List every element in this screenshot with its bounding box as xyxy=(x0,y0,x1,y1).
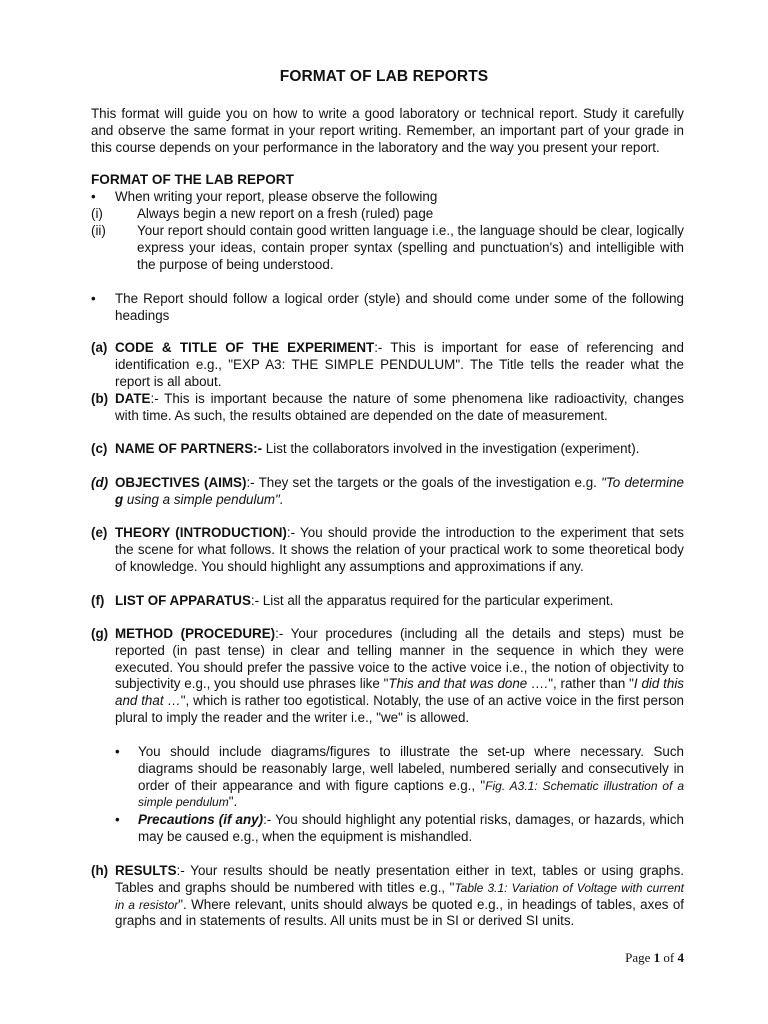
heading-item-a xyxy=(91,340,684,390)
page-total: 4 xyxy=(677,950,684,965)
item-text: ". Where relevant, units should always be quoted e.g., in headings of tables, axes of graphs and in statements of results. All units must be in SI or derived SI units. xyxy=(115,896,684,929)
bullet-text: The Report should follow a logical order (style) and should come under some of the following headings xyxy=(115,291,684,323)
item-marker: (b) xyxy=(91,391,109,406)
item-heading: METHOD (PROCEDURE) xyxy=(115,626,276,641)
item-quote: using a simple pendulum" xyxy=(126,491,280,507)
item-heading: LIST OF APPARATUS xyxy=(115,593,251,608)
roman-item xyxy=(91,223,684,273)
item-text: :- Your results should be neatly presentation either in text, tables or using graphs. Tables and graphs should be numbered with titles e.g., " xyxy=(115,863,684,895)
item-text: List the collaborators involved in the investigation (experiment). xyxy=(262,441,640,456)
item-quote: "To determine xyxy=(601,475,684,490)
page-current: 1 xyxy=(653,950,661,965)
item-text-end: ". xyxy=(228,794,238,810)
roman-marker: (i) xyxy=(91,206,103,221)
heading-item-b xyxy=(91,391,684,425)
heading-item-c xyxy=(91,441,684,458)
sub-bullet-item xyxy=(115,812,684,846)
item-text-end: . xyxy=(279,491,284,507)
intro-paragraph: This format will guide you on how to write a good laboratory or technical report. Study it carefully and observe the same format in your report writing. Remember, an important part of your grade in this course depends on your performance in the laboratory and the way you present your report. xyxy=(91,106,684,155)
item-heading: OBJECTIVES (AIMS) xyxy=(115,475,247,490)
bullet-icon: • xyxy=(115,744,120,759)
roman-text: Your report should contain good written language i.e., the language should be clear, logically express your ideas, contain proper syntax (spelling and punctuation's) and intelligible with the purpose of being understood. xyxy=(137,223,684,272)
item-heading: CODE & TITLE OF THE EXPERIMENT xyxy=(115,340,375,355)
item-marker: (g) xyxy=(91,626,109,641)
bullet-item xyxy=(91,189,684,206)
item-heading: Precautions (if any) xyxy=(138,812,264,827)
item-text: :- You should highlight any potential risks, damages, or hazards, which may be caused e.g., when the equipment is mishandled. xyxy=(138,812,684,844)
item-heading: DATE xyxy=(115,391,151,406)
sub-bullet-item xyxy=(115,744,684,811)
item-text: ", which is rather too egotistical. Notably, the use of an active voice in the first person plural to imply the reader and the writer i.e., "we" is allowed. xyxy=(115,693,684,725)
bullet-icon: • xyxy=(115,812,120,827)
item-quote: This and that was done …. xyxy=(388,676,549,692)
heading-item-g xyxy=(91,626,684,727)
section-heading: FORMAT OF THE LAB REPORT xyxy=(91,172,294,187)
item-marker: (h) xyxy=(91,863,109,878)
item-marker: (d) xyxy=(91,475,109,490)
roman-marker: (ii) xyxy=(91,223,106,238)
item-caption-example: Table 3.1: Variation of Voltage with current in a resistor xyxy=(115,880,685,912)
roman-text: Always begin a new report on a fresh (ruled) page xyxy=(137,206,434,221)
item-quote: I did this and that … xyxy=(115,676,684,709)
bullet-text: When writing your report, please observe the following xyxy=(115,189,438,204)
item-heading: NAME OF PARTNERS:- xyxy=(115,441,263,456)
item-heading: THEORY (INTRODUCTION) xyxy=(115,525,287,540)
item-text: :- List all the apparatus required for the particular experiment. xyxy=(250,593,614,608)
item-text: You should include diagrams/figures to illustrate the set-up where necessary. Such diagrams should be reasonably large, well labeled, numbered serially and consecutively in order of their appearance and with figure captions e.g., " xyxy=(138,744,684,793)
heading-item-f xyxy=(91,593,684,610)
page-number xyxy=(625,950,684,966)
heading-item-d xyxy=(91,475,684,509)
page-label: Page xyxy=(625,950,654,965)
item-text: ", rather than " xyxy=(548,676,634,692)
item-text: :- This is important for ease of referencing and identification e.g., "EXP A3: THE SIMPLE PENDULUM". The Title tells the reader what the report is all about. xyxy=(115,340,684,389)
heading-item-h xyxy=(91,863,684,930)
item-marker: (f) xyxy=(91,593,105,608)
bullet-icon: • xyxy=(91,189,96,204)
page-of: of xyxy=(660,950,678,965)
item-text: :- They set the targets or the goals of the investigation e.g. xyxy=(246,475,602,490)
bullet-icon: • xyxy=(91,291,96,306)
item-text: :- You should provide the introduction to the experiment that sets the scene for what follows. It shows the relation of your practical work to some theoretical body of knowledge. You should highlight any assumptions and approximations if any. xyxy=(115,525,684,574)
item-text: :- Your procedures (including all the details and steps) must be reported (in past tense) in clear and telling manner in the sequence in which they were executed. You should prefer the passive voice to the active voice i.e., the notion of objectivity to subjectivity e.g., you should use phrases like " xyxy=(115,626,684,692)
bullet-item xyxy=(91,291,684,325)
roman-item xyxy=(91,206,684,223)
heading-item-e xyxy=(91,525,684,575)
item-caption-example: Fig. A3.1: Schematic illustration of a simple pendulum xyxy=(138,778,684,810)
document-title: FORMAT OF LAB REPORTS xyxy=(279,68,489,85)
item-quote-symbol: g xyxy=(115,491,124,507)
item-heading: RESULTS xyxy=(115,863,177,878)
item-marker: (c) xyxy=(91,441,108,456)
item-marker: (a) xyxy=(91,340,108,355)
item-text: :- This is important because the nature of some phenomena like radioactivity, changes with time. As such, the results obtained are depended on the date of measurement. xyxy=(115,391,684,423)
item-marker: (e) xyxy=(91,525,108,540)
